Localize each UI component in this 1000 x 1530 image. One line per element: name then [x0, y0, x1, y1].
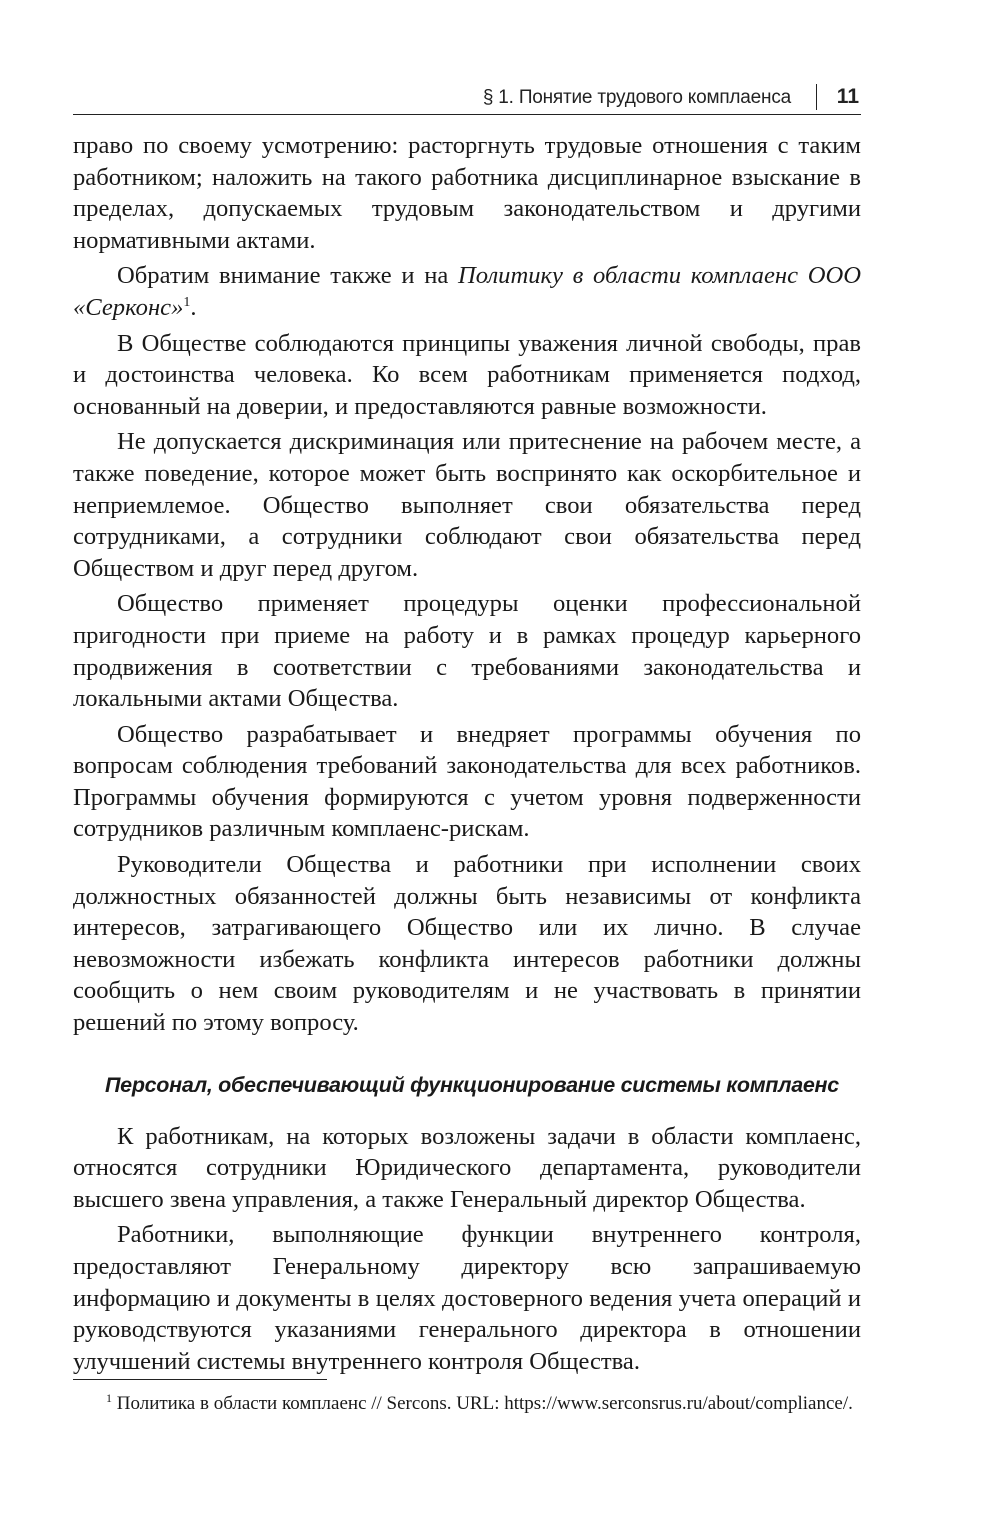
paragraph-1: право по своему усмотрению: расторгнуть трудовые отношения с таким работником; наложить на такого работника дисциплинарное взыскание в пределах, допускаемых трудовым законодательством и другими нормативными актами. [73, 132, 861, 254]
paragraph-3: В Обществе соблюдаются принципы уважения личной свободы, прав и достоинства человека. Ко всем работникам применяется подход, основанный на доверии, и предоставляются равные возможности. [73, 329, 861, 420]
main-text [73, 130, 861, 1381]
paragraph-5: Общество применяет процедуры оценки профессиональной пригодности при приеме на работу и в рамках процедур карьерного продвижения в соответствии с требованиями законодательства и локальными актами Общества. [73, 590, 861, 713]
footnote-mark: 1 [106, 1391, 112, 1405]
footnote-ref[interactable]: 1 [183, 294, 191, 310]
paragraph-2-tail: . [190, 293, 197, 321]
section-subheading: Персонал, обеспечивающий функционирование системы комплаенс [105, 1072, 839, 1097]
running-head [73, 84, 861, 115]
paragraph-8: К работникам, на которых возложены задачи в области комплаенс, относятся сотрудники Юридического департамента, руководители высшего звена управления, а также Генеральный директор Общества. [73, 1122, 861, 1213]
paragraph-9: Работники, выполняющие функции внутреннего контроля, предоставляют Генеральному директору всю запрашиваемую информацию и документы в целях достоверного ведения учета операций и руководствуются указаниями генерального директора в отношении улучшений системы внутреннего контроля Общества. [73, 1221, 861, 1375]
paragraph-2-lead: Обратим внимание также и на [117, 262, 459, 290]
paragraph-6: Общество разрабатывает и внедряет программы обучения по вопросам соблюдения требований законодательства для всех работников. Программы обучения формируются с учетом уровня подверженности сотрудников различным комплаенс-рискам. [73, 720, 861, 843]
section-title: § 1. Понятие трудового комплаенса [482, 87, 791, 108]
paragraph-4: Не допускается дискриминация или притеснение на рабочем месте, а также поведение, которое может быть воспринято как оскорбительное и неприемлемое. Общество выполняет свои обязательства перед сотрудниками, а сотрудники соблюдают свои обязательства перед Обществом и друг перед другом. [73, 428, 861, 582]
header-separator [816, 84, 818, 110]
paragraph-7: Руководители Общества и работники при исполнении своих должностных обязанностей должны быть независимы от конфликта интересов, затрагивающего Общество или их лично. В случае невозможности избежать конфликта интересов работники должны сообщить о нем своим руководителям и не участвовать в принятии решений по этому вопросу. [73, 851, 861, 1037]
footnote [73, 1391, 861, 1416]
paragraph-2 [73, 260, 861, 323]
policy-title: Политику в области комплаенс ООО «Серконс» [73, 262, 861, 321]
page-number: 11 [836, 85, 859, 108]
footnote-text: Политика в области комплаенс // Sercons. URL: https://www.serconsrus.ru/about/compliance/. [112, 1393, 853, 1414]
footnote-divider [73, 1379, 327, 1380]
